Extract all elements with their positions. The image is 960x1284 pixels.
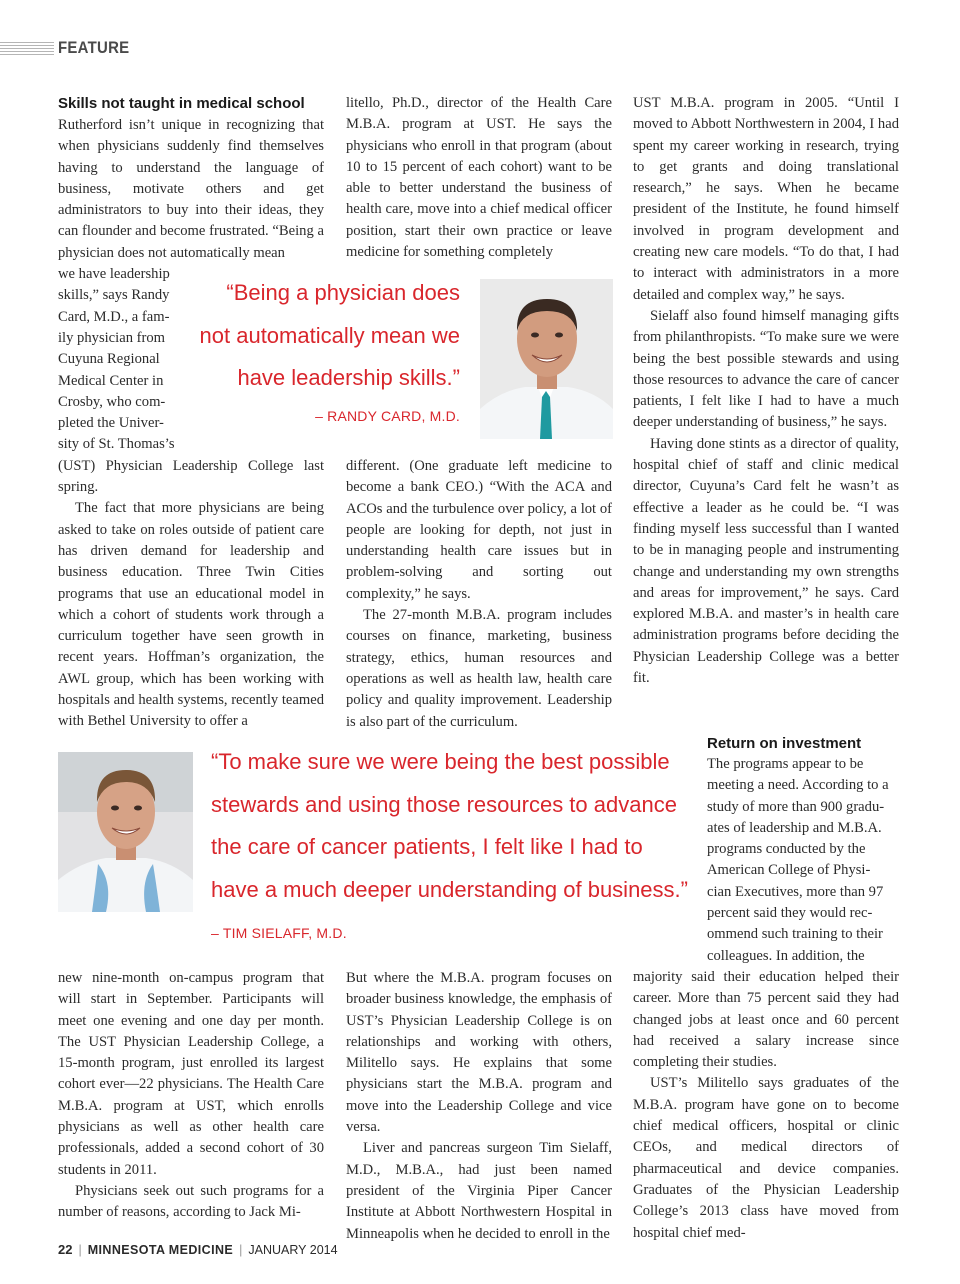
heading-return-on-investment: Return on investment [707, 735, 862, 752]
wrapped-text-block [58, 264, 198, 456]
header-stripe-decoration [0, 42, 54, 56]
paragraph: The 27-month M.B.A. program includes courses on finance, marketing, business strategy, ethics, human resources and operations as well as health law, health care policy and quality improvement. Leadership is also part of the curriculum. [346, 607, 612, 730]
quote-line: have leadership skills.” [237, 365, 460, 390]
footer-separator: | [239, 1243, 243, 1257]
text-line: Cuyuna Regional [58, 351, 160, 368]
text-line: ommend such training to their [707, 926, 883, 943]
text-line: skills,” says Randy [58, 287, 170, 304]
quote-attribution: – TIM SIELAFF, M.D. [211, 925, 347, 941]
middle-column-middle [346, 456, 612, 733]
middle-column-top [346, 93, 612, 263]
wrapped-text-block [707, 754, 899, 967]
paragraph: Physicians seek out such programs for a number of reasons, according to Jack Mi- [58, 1182, 324, 1221]
text-line: ily physician from [58, 329, 166, 346]
right-column-top [633, 93, 899, 689]
text-line: percent said they would rec- [707, 905, 873, 922]
text-line: The programs appear to be [707, 756, 864, 772]
section-header [0, 38, 200, 62]
paragraph: UST M.B.A. program in 2005. “Until I moved to Abbott Northwestern in 2004, I had spent my career working in research, trying to get grants and doing translational research,” he says. When he became president of the Institute, he found himself involved in program development and creating new care models. “To do that, I had to interact with administrators in a more detailed and complex way,” he says. [633, 95, 899, 303]
quote-line: “To make sure we were being the best possible [211, 749, 670, 774]
text-line: pleted the Univer- [58, 415, 164, 432]
portrait-image [58, 752, 193, 912]
text-line: programs conducted by the [707, 841, 866, 858]
photo-tim-sielaff [58, 752, 193, 912]
pull-quote-card [211, 741, 701, 941]
paragraph: litello, Ph.D., director of the Health Care M.B.A. program at UST. He says the physicians who enroll in that program (about 10 to 15 percent of each cohort) want to be able to better understand the business of health care, move into a chief medical officer position, start their own practice or leave medicine for something completely [346, 95, 612, 261]
right-column-roi [633, 733, 899, 1244]
quote-line: have a much deeper understanding of business.” [211, 876, 688, 902]
text-line: sity of St. Thomas’s [58, 436, 175, 453]
paragraph: Liver and pancreas surgeon Tim Sielaff, M.D., M.B.A., had just been named president of the Virginia Piper Cancer Institute at Abbott Northwestern Hospital in Minneapolis when he decided to enroll in the [346, 1140, 612, 1242]
page-footer [58, 1242, 338, 1257]
paragraph: different. (One graduate left medicine to become a bank CEO.) “With the ACA and ACOs and the turbulence over policy, a lot of people are looking for depth, not just in understanding health care issues but in problem-solving and sorting out complexity,” he says. [346, 458, 612, 602]
text-line: cian Executives, more than 97 [707, 883, 884, 900]
quote-line: “Being a physician does [226, 280, 460, 305]
text-line: study of more than 900 gradu- [707, 798, 885, 815]
paragraph: (UST) Physician Leadership College last spring. [58, 457, 324, 496]
heading-skills: Skills not taught in medical school [58, 95, 305, 112]
text-line: Crosby, who com- [58, 393, 166, 410]
left-column-bottom [58, 968, 324, 1224]
paragraph: The fact that more physicians are being asked to take on roles outside of patient care has driven demand for leadership and business education. Three Twin Cities programs that use an educational model in which a cohort of students work through a curriculum together have seen growth in recent years. Hoffman’s organization, the AWL group, which has been working with hospitals and health systems, recently teamed with Bethel University to offer a [58, 500, 324, 730]
text-line: meeting a need. According to a [707, 777, 889, 794]
publication-name: MINNESOTA MEDICINE [87, 1243, 234, 1257]
page-number: 22 [58, 1242, 73, 1257]
section-label: FEATURE [58, 38, 130, 57]
text-line: Medical Center in [58, 372, 164, 389]
paragraph: UST’s Militello says graduates of the M.B.A. program have gone on to become chief medical officers, hospital or clinic CEOs, and medical directors of pharmaceutical and device companies. Graduates of the Physician Leadership College’s 2013 class have moved from hospital chief med- [633, 1075, 899, 1241]
issue-date: JANUARY 2014 [248, 1243, 338, 1257]
paragraph: majority said their education helped their career. More than 75 percent said they had changed jobs at least once and 60 percent had received a salary increase since completing their studies. [633, 968, 899, 1071]
paragraph: Rutherford isn’t unique in recognizing that when physicians suddenly find themselves having to understand the language of business, motivate others and get administrators to buy into their ideas, they can flounder and become frustrated. “Being a physician does not automatically mean [58, 117, 324, 261]
middle-column-bottom [346, 968, 612, 1245]
text-line: we have leadership [58, 266, 170, 283]
text-line: colleagues. In addition, the [707, 947, 865, 964]
quote-attribution: – RANDY CARD, M.D. [315, 407, 460, 424]
footer-separator: | [78, 1243, 82, 1257]
paragraph: new nine-month on-campus program that will start in September. Participants will meet one evening and one day per month. The UST Physician Leadership College, a 15-month program, just enrolled its largest cohort ever—22 physicians. The Health Care M.B.A. program at UST, which enrolls physicians as well as other health care professionals, added a second cohort of 30 students in 2011. [58, 970, 324, 1178]
paragraph: But where the M.B.A. program focuses on broader business knowledge, the emphasis of UST’s Physician Leadership College is on relationships and working with others, Militello says. He explains that some physicians start the M.B.A. program and move into the Leadership College and vice versa. [346, 970, 612, 1136]
text-line: Card, M.D., a fam- [58, 308, 170, 325]
photo-randy-card [480, 279, 613, 439]
text-line: ates of leadership and M.B.A. [707, 819, 882, 836]
portrait-image [480, 279, 613, 439]
paragraph: Sielaff also found himself managing gifts from philanthropists. “To make sure we were being the best possible stewards and using those resources to advance the care of cancer patients, I felt like I had to have a much deeper understanding of business,” he says. [633, 307, 899, 431]
quote-line: the care of cancer patients, I felt like I had to [211, 834, 643, 859]
pull-quote-card [180, 272, 460, 424]
quote-line: not automatically mean we [199, 322, 460, 348]
text-line: American College of Physi- [707, 862, 871, 879]
quote-line: stewards and using those resources to advance [211, 791, 677, 817]
paragraph: Having done stints as a director of quality, hospital chief of staff and clinic medical director, Cuyuna’s Card felt he wasn’t as effective a leader as he could be. “I was finding myself less successful than I wanted to be in managing people and instrumenting change and understanding my own strengths and areas for improvement,” he says. Card explored M.B.A. and master’s in health care administration programs before deciding the Physician Leadership College was a better fit. [633, 435, 899, 687]
